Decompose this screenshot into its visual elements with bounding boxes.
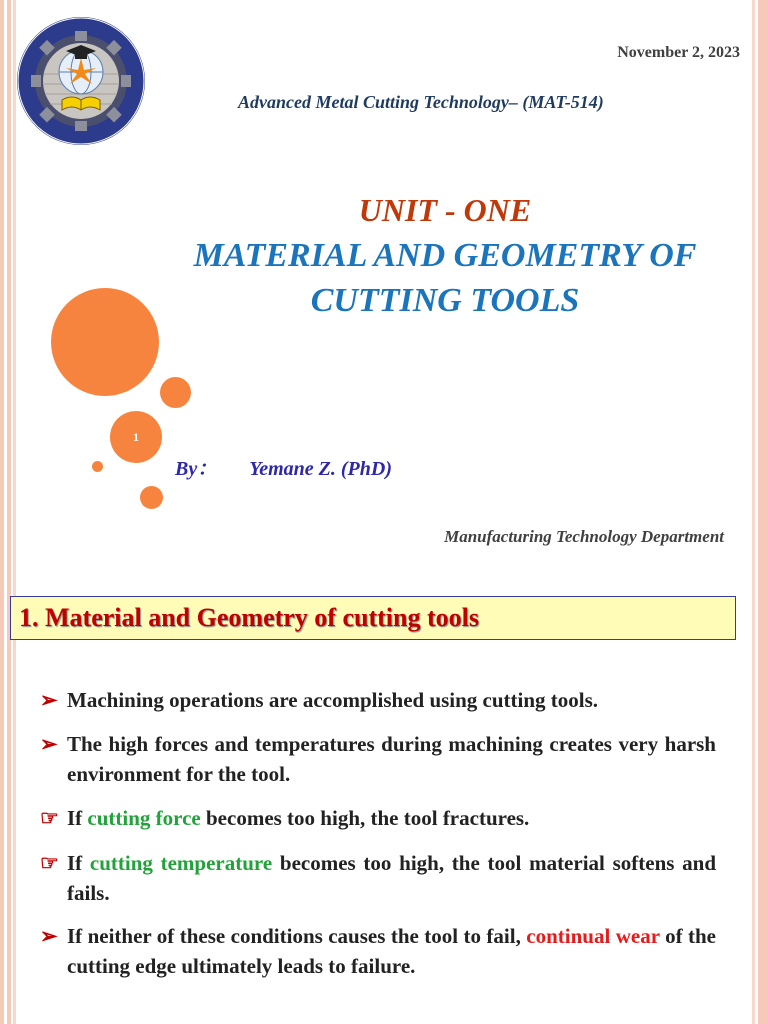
bullet-text bbox=[67, 921, 716, 981]
arrow-bullet-icon: ➢ bbox=[40, 732, 58, 756]
pointing-hand-icon: ☞ bbox=[40, 806, 59, 830]
section-heading bbox=[10, 596, 736, 640]
arrow-bullet-icon: ➢ bbox=[40, 924, 58, 948]
bullet-item bbox=[40, 803, 716, 833]
bullet-text-part: If neither of these conditions causes the tool to fail, bbox=[67, 924, 527, 948]
bullet-item bbox=[40, 848, 716, 908]
institute-seal-icon bbox=[14, 14, 148, 148]
slide-title-line1: MATERIAL AND GEOMETRY OF bbox=[193, 237, 697, 274]
highlight-term: cutting force bbox=[87, 806, 201, 830]
highlight-term: continual wear bbox=[526, 924, 660, 948]
bullet-text bbox=[67, 848, 716, 908]
by-label: By： bbox=[175, 458, 218, 480]
bullet-text: The high forces and temperatures during machining creates very harsh environment for the tool. bbox=[67, 732, 716, 786]
decorative-stripe bbox=[0, 576, 4, 1024]
author-name: Yemane Z. (PhD) bbox=[249, 458, 392, 480]
unit-title: UNIT - ONE bbox=[358, 192, 532, 228]
bullet-item bbox=[40, 685, 716, 715]
slide-number: 1 bbox=[110, 411, 162, 463]
bullet-item bbox=[40, 921, 716, 981]
decorative-circle bbox=[160, 377, 191, 408]
author-line bbox=[175, 452, 392, 481]
decorative-stripe bbox=[7, 576, 11, 1024]
bullet-text-part: If bbox=[67, 851, 90, 875]
decorative-stripe bbox=[752, 576, 755, 1024]
highlight-term: cutting temperature bbox=[89, 851, 273, 875]
bullet-text: Machining operations are accomplished using cutting tools. bbox=[67, 688, 599, 712]
slide-title-line2: CUTTING TOOLS bbox=[310, 282, 580, 319]
decorative-circle bbox=[140, 486, 163, 509]
pointing-hand-icon: ☞ bbox=[40, 851, 59, 875]
bullet-text-part: of the cutting edge ultimately leads to failure. bbox=[67, 924, 716, 978]
course-title: Advanced Metal Cutting Technology– (MAT-514) bbox=[238, 92, 604, 112]
arrow-bullet-icon: ➢ bbox=[40, 688, 58, 712]
bullet-text bbox=[67, 803, 716, 833]
presentation-date: November 2, 2023 bbox=[617, 44, 740, 61]
decorative-circle bbox=[51, 288, 159, 396]
decorative-stripe bbox=[13, 576, 16, 1024]
section-heading-text: 1. Material and Geometry of cutting tools bbox=[19, 603, 479, 632]
bullet-text-part: becomes too high, the tool material softens and fails. bbox=[67, 851, 717, 905]
bullet-item bbox=[40, 729, 716, 789]
department-name: Manufacturing Technology Department bbox=[444, 527, 724, 546]
decorative-circle bbox=[92, 461, 103, 472]
content-slide bbox=[0, 576, 768, 1024]
bullet-text-part: becomes too high, the tool fractures. bbox=[200, 806, 530, 830]
decorative-stripe bbox=[758, 576, 768, 1024]
bullet-text-part: If bbox=[67, 806, 88, 830]
